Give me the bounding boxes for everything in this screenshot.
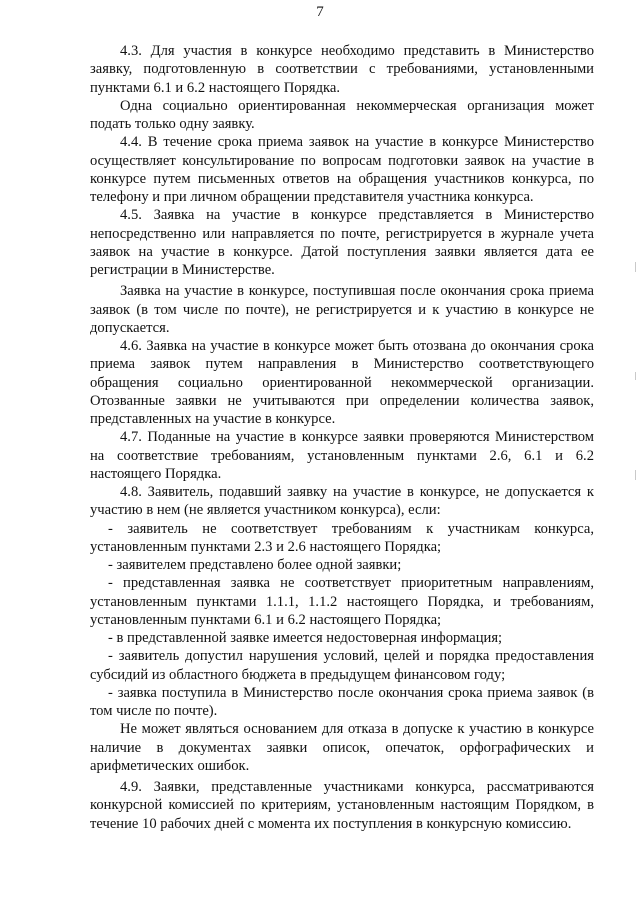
paragraph-4-3: 4.3. Для участия в конкурсе необходимо представить в Министерство заявку, подготовленную в соответствии с требованиями, установленными пунктами 6.1 и 6.2 настоящего Порядка. [90,43,594,96]
list-item: - заявитель допустил нарушения условий, целей и порядка предоставления субсидий из областного бюджета в предыдущем финансовом году; [90,648,594,683]
list-item: - заявитель не соответствует требованиям к участникам конкурса, установленным пунктами 2.3 и 2.6 настоящего Порядка; [90,520,594,555]
list-item: - представленная заявка не соответствует приоритетным направлениям, установленным пунктами 1.1.1, 1.1.2 настоящего Порядка, и требованиям, установленным пунктами 6.1 и 6.2 настоящего Порядка; [90,575,594,628]
paragraph-4-6: 4.6. Заявка на участие в конкурсе может быть отозвана до окончания срока приема заявок путем направления в Министерство соответствующего обращения социально ориентированной некоммерческой организации. Отозванные заявки не учитываются при определении количества заявок, представленных на участие в конкурсе. [90,338,594,427]
paragraph-one-application: Одна социально ориентированная некоммерческая организация может подать только одну заявку. [90,97,594,132]
paragraph-4-9: 4.9. Заявки, представленные участниками конкурса, рассматриваются конкурсной комиссией по критериям, установленным настоящим Порядком, в течение 10 рабочих дней с момента их поступления в конкурсную комиссию. [90,779,594,832]
paragraph-4-5: 4.5. Заявка на участие в конкурсе представляется в Министерство непосредственно или направляется по почте, регистрируется в журнале учета заявок на участие в конкурсе. Датой поступления заявки является дата ее регистрации в Министерстве. [90,207,594,278]
paragraph-4-4: 4.4. В течение срока приема заявок на участие в конкурсе Министерство осуществляет консультирование по вопросам подготовки заявок на участие в конкурсе путем письменных ответов на обращения участников конкурса, по телефону и при личном обращении представителя участника конкурса. [90,134,594,205]
page-number: 7 [316,4,324,20]
rejection-reasons-list [90,520,594,721]
scan-edge-mark [635,262,636,272]
paragraph-late-application: Заявка на участие в конкурсе, поступившая после окончания срока приема заявок (в том числе по почте), не регистрируется и к участию в конкурсе не допускается. [90,283,594,336]
scan-edge-mark [635,372,636,380]
list-item: - заявка поступила в Министерство после окончания срока приема заявок (в том числе по почте). [90,684,594,719]
list-item: - заявителем представлено более одной заявки; [108,557,402,573]
paragraph-4-7: 4.7. Поданные на участие в конкурсе заявки проверяются Министерством на соответствие требованиям, установленным пунктами 2.6, 6.1 и 6.2 настоящего Порядка. [90,429,594,482]
paragraph-no-grounds: Не может являться основанием для отказа в допуске к участию в конкурсе наличие в документах заявки описок, опечаток, орфографических и арифметических ошибок. [90,721,594,774]
scan-edge-mark [635,470,636,480]
document-body [90,42,594,833]
paragraph-4-8: 4.8. Заявитель, подавший заявку на участие в конкурсе, не допускается к участию в нем (не является участником конкурса), если: [90,484,594,519]
list-item: - в представленной заявке имеется недостоверная информация; [108,630,503,646]
